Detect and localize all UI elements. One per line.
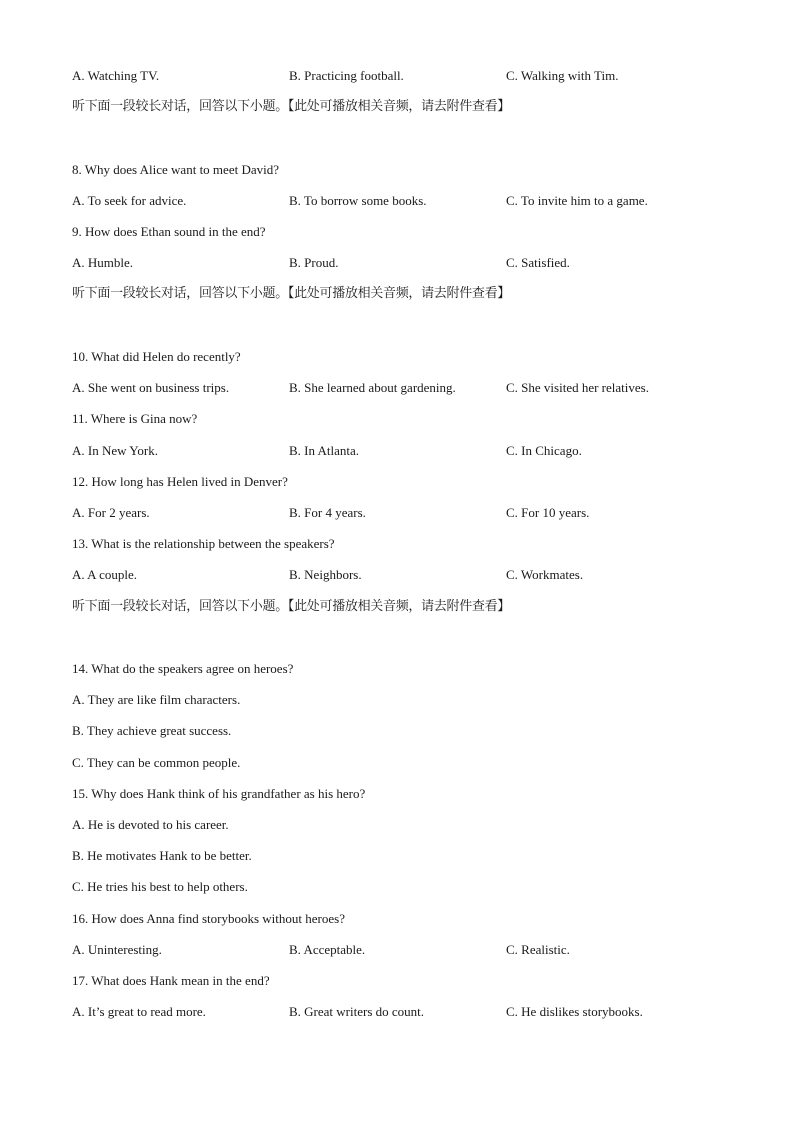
q13-options: [72, 564, 752, 586]
q9-option-b[interactable]: B. Proud.: [289, 255, 339, 270]
q14-option-c[interactable]: C. They can be common people.: [72, 755, 241, 770]
q16-option-a[interactable]: A. Uninteresting.: [72, 942, 162, 957]
q8-question: 8. Why does Alice want to meet David?: [72, 162, 279, 177]
q10-question: 10. What did Helen do recently?: [72, 349, 241, 364]
q13-option-a[interactable]: A. A couple.: [72, 567, 137, 582]
q10-option-b[interactable]: B. She learned about gardening.: [289, 380, 456, 395]
q9-option-a[interactable]: A. Humble.: [72, 255, 134, 270]
q16-option-c[interactable]: C. Realistic.: [506, 942, 570, 957]
q12-options: [72, 502, 752, 524]
q7-option-b[interactable]: B. Practicing football.: [289, 68, 404, 83]
q12-option-c[interactable]: C. For 10 years.: [506, 505, 590, 520]
q13-option-c[interactable]: C. Workmates.: [506, 567, 584, 582]
q16-options: [72, 939, 752, 961]
q8-options: [72, 190, 752, 212]
q15-option-a[interactable]: A. He is devoted to his career.: [72, 817, 229, 832]
q9-options: [72, 252, 752, 274]
q10-options: [72, 377, 752, 399]
q15-question: 15. Why does Hank think of his grandfather as his hero?: [72, 786, 366, 801]
listening-instruction-3: 听下面一段较长对话，回答以下小题。【此处可播放相关音频，请去附件查看】: [72, 599, 511, 614]
q11-question: 11. Where is Gina now?: [72, 411, 198, 426]
q12-option-a[interactable]: A. For 2 years.: [72, 505, 150, 520]
q17-option-a[interactable]: A. It’s great to read more.: [72, 1004, 206, 1019]
listening-instruction-2: 听下面一段较长对话，回答以下小题。【此处可播放相关音频，请去附件查看】: [72, 286, 511, 301]
q7-option-c[interactable]: C. Walking with Tim.: [506, 68, 619, 83]
q14-option-b[interactable]: B. They achieve great success.: [72, 723, 232, 738]
q14-question: 14. What do the speakers agree on heroes?: [72, 661, 294, 676]
q17-question: 17. What does Hank mean in the end?: [72, 973, 270, 988]
q11-option-b[interactable]: B. In Atlanta.: [289, 443, 360, 458]
q10-option-c[interactable]: C. She visited her relatives.: [506, 380, 649, 395]
q16-question: 16. How does Anna find storybooks without heroes?: [72, 911, 345, 926]
q7-options: [72, 65, 752, 87]
q17-option-c[interactable]: C. He dislikes storybooks.: [506, 1004, 643, 1019]
q16-option-b[interactable]: B. Acceptable.: [289, 942, 366, 957]
q9-option-c[interactable]: C. Satisfied.: [506, 255, 570, 270]
q11-options: [72, 440, 752, 462]
listening-instruction-1: 听下面一段较长对话，回答以下小题。【此处可播放相关音频，请去附件查看】: [72, 99, 511, 114]
q17-options: [72, 1001, 752, 1023]
q12-question: 12. How long has Helen lived in Denver?: [72, 474, 288, 489]
q12-option-b[interactable]: B. For 4 years.: [289, 505, 366, 520]
q8-option-c[interactable]: C. To invite him to a game.: [506, 193, 648, 208]
q15-option-c[interactable]: C. He tries his best to help others.: [72, 879, 248, 894]
q13-question: 13. What is the relationship between the speakers?: [72, 536, 335, 551]
q14-option-a[interactable]: A. They are like film characters.: [72, 692, 241, 707]
q10-option-a[interactable]: A. She went on business trips.: [72, 380, 230, 395]
q17-option-b[interactable]: B. Great writers do count.: [289, 1004, 425, 1019]
q11-option-c[interactable]: C. In Chicago.: [506, 443, 582, 458]
q13-option-b[interactable]: B. Neighbors.: [289, 567, 362, 582]
q8-option-a[interactable]: A. To seek for advice.: [72, 193, 187, 208]
q8-option-b[interactable]: B. To borrow some books.: [289, 193, 427, 208]
q9-question: 9. How does Ethan sound in the end?: [72, 224, 266, 239]
q11-option-a[interactable]: A. In New York.: [72, 443, 158, 458]
q7-option-a[interactable]: A. Watching TV.: [72, 68, 160, 83]
q15-option-b[interactable]: B. He motivates Hank to be better.: [72, 848, 252, 863]
